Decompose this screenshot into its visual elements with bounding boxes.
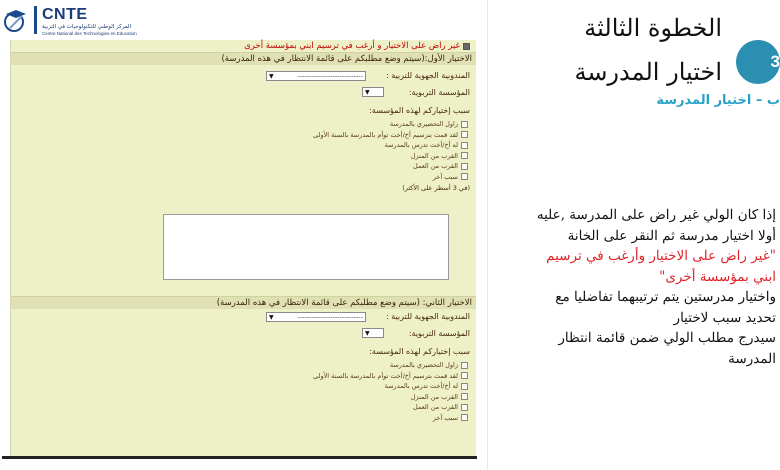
paragraph-line-highlight: ابني بمؤسسة أخرى" [659, 268, 776, 285]
screenshot-bottom-border [2, 456, 477, 459]
choice1-school-select[interactable] [362, 87, 384, 97]
choice2-region-value: ---------------------------- [297, 313, 363, 321]
choice1-reason-item[interactable] [313, 119, 468, 130]
paragraph-line: المدرسة [728, 350, 776, 367]
choice1-reason-item[interactable] [313, 172, 468, 183]
paragraph-line: واختيار مدرستين يتم ترتيبهما تفاضليا مع [555, 289, 776, 305]
logo-subtitle-fr: Centre National des Technologies en Education [42, 31, 137, 36]
not-satisfied-option[interactable] [244, 41, 470, 51]
paragraph-line: إذا كان الولي غير راض على المدرسة ,عليه [536, 207, 776, 223]
reason-checkbox[interactable] [461, 163, 468, 170]
cnte-logo-icon [2, 8, 30, 34]
chevron-down-icon: ▼ [365, 329, 370, 337]
chevron-down-icon: ▼ [269, 313, 274, 321]
reason-checkbox[interactable] [461, 142, 468, 149]
logo-title: CNTE [42, 6, 88, 23]
reason-checkbox[interactable] [461, 383, 468, 390]
choice1-reason-list [313, 119, 468, 182]
reason-label: لقد قمت بترسيم أخ/أخت توأم بالمدرسة بالسنة الأولى [313, 130, 458, 139]
choice2-region-select[interactable] [266, 312, 366, 322]
not-satisfied-label: غير راض على الاختيار و أرغب في ترسيم ابني بمؤسسة أخرى [244, 41, 460, 51]
section-heading: ب – اختيار المدرسة [656, 93, 780, 108]
reason-label: له أخ/أخت تدرس بالمدرسة [384, 141, 458, 150]
instruction-paragraph [490, 205, 776, 369]
not-satisfied-checkbox[interactable] [463, 43, 470, 50]
logo-subtitle-ar: المركز الوطني للتكنولوجيات في التربية [42, 24, 132, 30]
paragraph-line-highlight: "غير راض على الاختيار وأرغب في ترسيم [546, 248, 776, 264]
choice1-reason-item[interactable] [313, 130, 468, 141]
choice1-reason-item[interactable] [313, 140, 468, 151]
reason-checkbox[interactable] [461, 131, 468, 138]
reason-checkbox[interactable] [461, 414, 468, 421]
reason-label: سبب آخر [432, 413, 458, 422]
choice1-note: (في 3 أسطر على الأكثر) [402, 184, 470, 192]
choice1-school-label: المؤسسة التربوية: [408, 88, 470, 97]
reason-label: له أخ/أخت تدرس بالمدرسة [384, 382, 458, 391]
instruction-slide [488, 0, 780, 470]
choice1-region-label: المندوبية الجهوية للتربية : [385, 71, 470, 80]
choice1-region-select[interactable] [266, 71, 366, 81]
step-title: الخطوة الثالثة [584, 14, 722, 42]
choice1-header: الاختيار الأول:(سيتم وضع مطلبكم على قائمة الانتظار في هذه المدرسة) [11, 52, 476, 65]
chevron-down-icon: ▼ [269, 72, 274, 80]
step-number-badge: 3 [736, 40, 780, 84]
reason-checkbox[interactable] [461, 362, 468, 369]
choice1-reason-item[interactable] [313, 151, 468, 162]
reason-checkbox[interactable] [461, 393, 468, 400]
reason-label: زاول التحضيري بالمدرسة [389, 120, 458, 129]
choice2-reason-item[interactable] [313, 371, 468, 382]
chevron-down-icon: ▼ [365, 88, 370, 96]
reason-label: لقد قمت بترسيم أخ/أخت توأم بالمدرسة بالسنة الأولى [313, 371, 458, 380]
reason-label: القرب من العمل [413, 403, 458, 412]
choice2-region-label: المندوبية الجهوية للتربية : [385, 312, 470, 321]
choice2-header: الاختيار الثاني: (سيتم وضع مطلبكم على قائمة الانتظار في هذه المدرسة) [11, 296, 476, 309]
choice2-reason-label: سبب إختياركم لهذه المؤسسة: [369, 347, 470, 356]
choice1-reason-item[interactable] [313, 161, 468, 172]
choice2-school-label: المؤسسة التربوية: [408, 329, 470, 338]
logo-separator [34, 6, 37, 34]
choice1-reason-label: سبب إختياركم لهذه المؤسسة: [369, 106, 470, 115]
choice2-reason-list [313, 360, 468, 423]
step-subtitle: اختيار المدرسة [574, 58, 722, 86]
school-choice-form [10, 40, 476, 458]
choice2-reason-item[interactable] [313, 402, 468, 413]
reason-label: سبب آخر [432, 172, 458, 181]
reason-checkbox[interactable] [461, 173, 468, 180]
reason-checkbox[interactable] [461, 121, 468, 128]
reason-label: القرب من المنزل [410, 392, 458, 401]
reason-checkbox[interactable] [461, 372, 468, 379]
choice2-school-select[interactable] [362, 328, 384, 338]
choice2-reason-item[interactable] [313, 360, 468, 371]
paragraph-line: تحديد سبب لاختيار [673, 309, 776, 326]
choice2-reason-item[interactable] [313, 392, 468, 403]
choice2-reason-item[interactable] [313, 413, 468, 424]
paragraph-line: أولا اختيار مدرسة ثم النقر على الخانة [567, 227, 776, 244]
reason-checkbox[interactable] [461, 152, 468, 159]
paragraph-line: سيدرج مطلب الولي ضمن قائمة انتظار [558, 330, 776, 346]
choice1-other-reason-textarea[interactable] [163, 214, 449, 280]
reason-label: القرب من العمل [413, 162, 458, 171]
reason-checkbox[interactable] [461, 404, 468, 411]
site-header [0, 0, 487, 40]
choice1-region-value: ---------------------------- [297, 72, 363, 80]
reason-label: زاول التحضيري بالمدرسة [389, 361, 458, 370]
reason-label: القرب من المنزل [410, 151, 458, 160]
choice2-reason-item[interactable] [313, 381, 468, 392]
